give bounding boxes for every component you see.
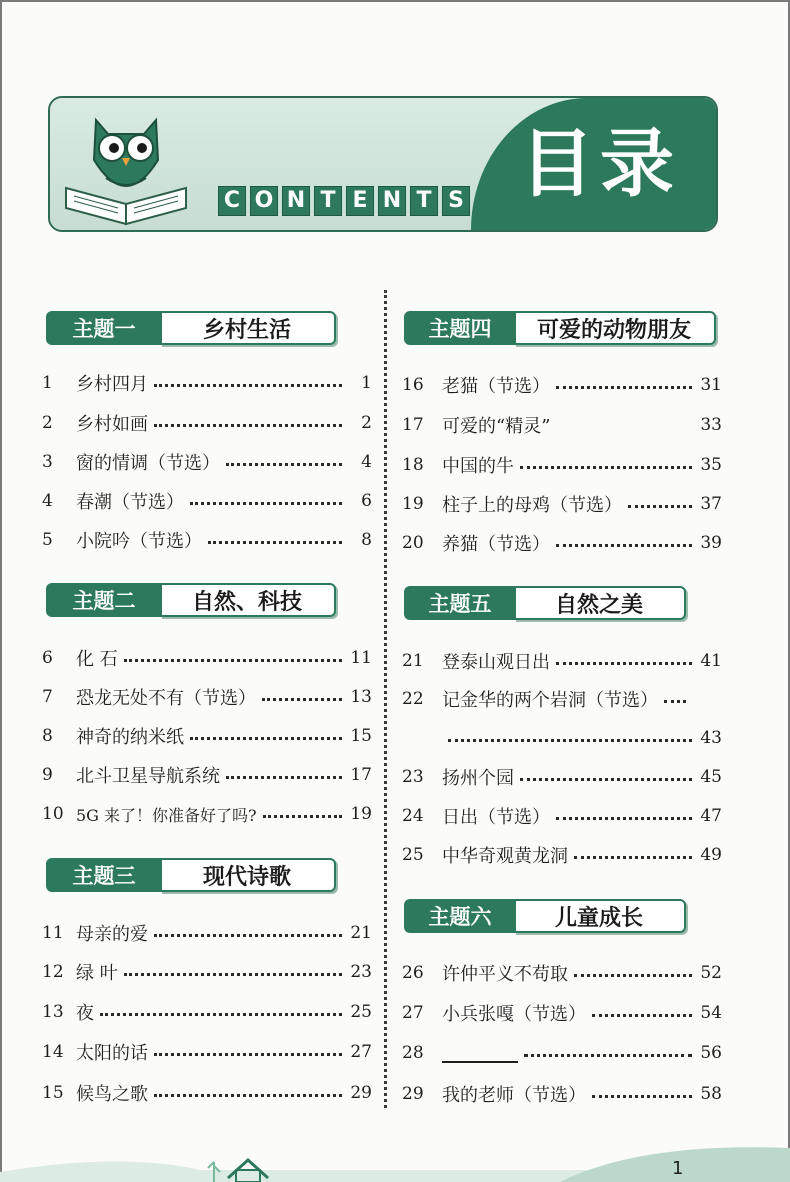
entry-number: 10	[42, 804, 64, 824]
section-name: 自然、科技	[160, 583, 336, 617]
leader-dots	[124, 659, 342, 662]
entry-title: 柱子上的母鸡（节选）	[442, 495, 622, 516]
entry-page: 25	[350, 1002, 372, 1022]
entry-number: 16	[402, 375, 424, 395]
entry-page: 52	[700, 963, 722, 983]
entry-page: 58	[700, 1084, 722, 1104]
leader-dots	[628, 505, 692, 508]
section-header	[46, 310, 336, 346]
section-header	[404, 310, 716, 346]
leader-dots	[208, 541, 342, 544]
contents-letter: N	[378, 186, 406, 216]
toc-entry[interactable]	[42, 368, 372, 398]
entry-page: 29	[350, 1083, 372, 1103]
leader-dots	[556, 544, 692, 547]
entry-page: 49	[700, 845, 722, 865]
page-number: 1	[672, 1158, 684, 1179]
section-tag: 主题一	[46, 311, 162, 345]
entry-title: 太阳的话	[76, 1043, 148, 1064]
entry-number: 23	[402, 767, 424, 787]
leader-dots	[556, 817, 692, 820]
toc-entry[interactable]	[42, 447, 372, 477]
entry-title: 登泰山观日出	[442, 652, 550, 673]
entry-page: 11	[350, 648, 372, 668]
toc-entry[interactable]	[42, 486, 372, 516]
entry-number: 27	[402, 1003, 424, 1023]
section-name: 儿童成长	[514, 899, 686, 933]
entry-number: 14	[42, 1042, 64, 1062]
toc-entry[interactable]	[42, 1078, 372, 1108]
leader-dots	[100, 1013, 342, 1016]
entry-number: 26	[402, 963, 424, 983]
entry-title: 化 石	[76, 649, 118, 670]
leader-dots	[190, 737, 342, 740]
section-tag: 主题二	[46, 583, 162, 617]
entry-title: 中华奇观黄龙洞	[442, 846, 568, 867]
fill-in-blank[interactable]	[442, 1043, 518, 1063]
toc-entry[interactable]	[42, 760, 372, 790]
section-name: 自然之美	[514, 586, 686, 620]
leader-dots	[154, 934, 342, 937]
toc-entry[interactable]	[42, 643, 372, 673]
entry-page: 45	[700, 767, 722, 787]
toc-entry[interactable]	[42, 682, 372, 712]
entry-title: 记金华的两个岩洞（节选）	[442, 690, 658, 711]
section-tag: 主题五	[404, 586, 516, 620]
leader-dots	[524, 1054, 692, 1057]
leader-dots	[154, 424, 342, 427]
entry-page: 21	[350, 923, 372, 943]
leader-space	[556, 426, 692, 428]
entry-title: 恐龙无处不有（节选）	[76, 688, 256, 709]
entry-page: 17	[350, 765, 372, 785]
entry-page: 19	[350, 804, 372, 824]
contents-letter: T	[314, 186, 342, 216]
leader-dots	[592, 1014, 692, 1017]
entry-page: 27	[350, 1042, 372, 1062]
leader-dots	[154, 384, 342, 387]
contents-letter: N	[282, 186, 310, 216]
entry-title: 日出（节选）	[442, 807, 550, 828]
entry-page: 4	[361, 452, 372, 472]
section-tag: 主题四	[404, 311, 516, 345]
contents-letter: T	[410, 186, 438, 216]
leader-dots	[190, 502, 342, 505]
entry-page: 33	[700, 415, 722, 435]
leader-dots	[592, 1095, 692, 1098]
entry-number: 3	[42, 452, 53, 472]
leader-dots	[262, 698, 342, 701]
entry-page: 23	[350, 962, 372, 982]
toc-entry[interactable]	[402, 410, 722, 440]
toc-entry[interactable]	[402, 489, 722, 519]
entry-number: 25	[402, 845, 424, 865]
entry-title: 小院吟（节选）	[76, 531, 202, 552]
entry-page: 54	[700, 1003, 722, 1023]
entry-page: 43	[700, 728, 722, 748]
toc-entry[interactable]	[402, 801, 722, 831]
leader-dots	[226, 463, 342, 466]
entry-title: 5G 来了！你准备好了吗?	[76, 805, 257, 825]
column-divider	[384, 290, 387, 1108]
entry-title: 绿 叶	[76, 963, 118, 984]
entry-title: 北斗卫星导航系统	[76, 766, 220, 787]
entry-page: 1	[361, 373, 372, 393]
entry-title: 乡村如画	[76, 414, 148, 435]
entry-number: 29	[402, 1084, 424, 1104]
entry-number: 5	[42, 530, 53, 550]
toc-entry[interactable]	[42, 1037, 372, 1067]
entry-title: 神奇的纳米纸	[76, 727, 184, 748]
toc-entry[interactable]	[42, 408, 372, 438]
section-name: 乡村生活	[160, 311, 336, 345]
leader-dots	[154, 1094, 342, 1097]
toc-entry[interactable]	[42, 997, 372, 1027]
entry-number: 8	[42, 726, 53, 746]
entry-title: 小兵张嘎（节选）	[442, 1004, 586, 1025]
entry-number: 6	[42, 648, 53, 668]
section-name: 可爱的动物朋友	[514, 311, 716, 345]
toc-entry[interactable]	[402, 762, 722, 792]
leader-dots	[154, 1053, 342, 1056]
leader-dots	[574, 856, 692, 859]
toc-entry[interactable]	[402, 1038, 722, 1068]
entry-title: 许仲平义不苟取	[442, 964, 568, 985]
entry-page: 8	[361, 530, 372, 550]
entry-page: 37	[700, 494, 722, 514]
owl-reading-book-icon	[56, 100, 206, 230]
entry-number: 20	[402, 533, 424, 553]
toc-entry[interactable]	[42, 918, 372, 948]
toc-entry[interactable]	[42, 957, 372, 987]
contents-letter: E	[346, 186, 374, 216]
entry-title: 乡村四月	[76, 374, 148, 395]
toc-entry[interactable]	[42, 721, 372, 751]
leader-dots	[664, 700, 686, 703]
entry-page: 35	[700, 455, 722, 475]
leader-dots	[520, 778, 692, 781]
entry-title: 可爱的“精灵”	[442, 416, 551, 437]
section-name: 现代诗歌	[160, 858, 336, 892]
contents-letter: C	[218, 186, 246, 216]
section-header	[46, 582, 336, 618]
entry-number: 15	[42, 1083, 64, 1103]
entry-page: 31	[700, 375, 722, 395]
section-header	[404, 898, 686, 934]
entry-number: 22	[402, 689, 424, 709]
toc-entry[interactable]	[402, 450, 722, 480]
entry-number: 19	[402, 494, 424, 514]
leader-dots	[448, 739, 692, 742]
entry-title: 中国的牛	[442, 456, 514, 477]
toc-entry[interactable]	[42, 525, 372, 555]
entry-number: 28	[402, 1043, 424, 1063]
entry-title: 窗的情调（节选）	[76, 453, 220, 474]
entry-title: 老猫（节选）	[442, 376, 550, 397]
entry-title: 养猫（节选）	[442, 534, 550, 555]
toc-entry-continued[interactable]	[402, 723, 722, 753]
entry-page: 47	[700, 806, 722, 826]
entry-page: 41	[700, 651, 722, 671]
entry-number: 9	[42, 765, 53, 785]
entry-number: 17	[402, 415, 424, 435]
entry-number: 1	[42, 373, 53, 393]
entry-number: 7	[42, 687, 53, 707]
entry-page: 15	[350, 726, 372, 746]
entry-page: 56	[700, 1043, 722, 1063]
toc-entry[interactable]	[402, 370, 722, 400]
toc-entry[interactable]	[402, 528, 722, 558]
leader-dots	[226, 776, 342, 779]
entry-number: 2	[42, 413, 53, 433]
section-tag: 主题六	[404, 899, 516, 933]
entry-title: 母亲的爱	[76, 924, 148, 945]
toc-entry[interactable]	[402, 840, 722, 870]
entry-page: 2	[361, 413, 372, 433]
entry-page: 6	[361, 491, 372, 511]
entry-title: 春潮（节选）	[76, 492, 184, 513]
entry-title: 我的老师（节选）	[442, 1085, 586, 1106]
entry-number: 11	[42, 923, 64, 943]
toc-entry[interactable]	[402, 646, 722, 676]
toc-entry[interactable]	[402, 998, 722, 1028]
contents-word	[218, 186, 470, 216]
contents-letter: S	[442, 186, 470, 216]
leader-dots	[520, 466, 692, 469]
entry-number: 24	[402, 806, 424, 826]
toc-entry[interactable]	[402, 958, 722, 988]
entry-number: 12	[42, 962, 64, 982]
leader-dots	[556, 662, 692, 665]
entry-number: 13	[42, 1002, 64, 1022]
section-tag: 主题三	[46, 858, 162, 892]
entry-title: 扬州个园	[442, 768, 514, 789]
entry-number: 21	[402, 651, 424, 671]
leader-dots	[263, 815, 342, 818]
section-header	[46, 857, 336, 893]
entry-page: 39	[700, 533, 722, 553]
section-header	[404, 585, 686, 621]
toc-entry[interactable]	[402, 1079, 722, 1109]
leader-dots	[574, 974, 692, 977]
entry-title: 候鸟之歌	[76, 1084, 148, 1105]
contents-letter: O	[250, 186, 278, 216]
entry-number: 18	[402, 455, 424, 475]
entry-title: 夜	[76, 1003, 94, 1024]
leader-dots	[124, 973, 342, 976]
entry-number: 4	[42, 491, 53, 511]
toc-entry[interactable]	[42, 799, 372, 829]
banner-title: 目录	[520, 121, 680, 207]
entry-page: 13	[350, 687, 372, 707]
toc-entry[interactable]	[402, 684, 722, 714]
leader-dots	[556, 386, 692, 389]
